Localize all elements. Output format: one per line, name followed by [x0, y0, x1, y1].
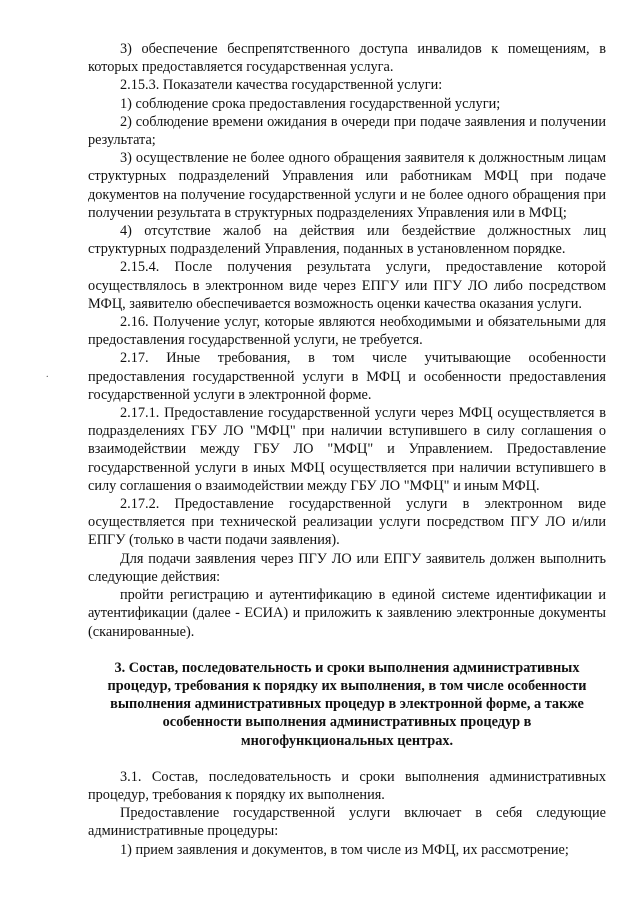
paragraph: 3.1. Состав, последовательность и сроки выполнения административных процедур, требования к порядку их выполнения.: [88, 768, 606, 803]
paragraph: Предоставление государственной услуги включает в себя следующие административные процедуры:: [88, 805, 606, 840]
paragraph: 2.17.2. Предоставление государственной услуги в электронном виде осуществляется при технической реализации услуги посредством ПГУ ЛО и/или ЕПГУ (только в части подачи заявления).: [88, 496, 606, 549]
margin-mark: .: [46, 369, 49, 380]
paragraph: 4) отсутствие жалоб на действия или бездействие должностных лиц структурных подразделений Управления, поданных в установленном порядке.: [88, 223, 606, 258]
paragraph: 2.17. Иные требования, в том числе учитывающие особенности предоставления государственной услуги в МФЦ и особенности предоставления государственной услуги в электронной форме.: [88, 350, 606, 403]
paragraph: 2.16. Получение услуг, которые являются необходимыми и обязательными для предоставления государственной услуги, не требуется.: [88, 314, 606, 349]
paragraph: 1) прием заявления и документов, в том числе из МФЦ, их рассмотрение;: [120, 841, 569, 858]
paragraph: 3) обеспечение беспрепятственного доступа инвалидов к помещениям, в которых предоставляется государственная услуга.: [88, 41, 606, 76]
paragraph: 2.15.3. Показатели качества государственной услуги:: [120, 77, 443, 94]
spacer: [88, 641, 606, 659]
paragraph: 3) осуществление не более одного обращения заявителя к должностным лицам структурных подразделений Управления или работникам МФЦ при подаче документов на получение государственной услуги и не более одного обращения при получении результата в структурных подразделениях Управления или в МФЦ;: [88, 150, 606, 221]
paragraph: 2.17.1. Предоставление государственной услуги через МФЦ осуществляется в подразделениях ГБУ ЛО "МФЦ" при наличии вступившего в силу соглашения о взаимодействии между ГБУ ЛО "МФЦ" и Управлением. Предоставление государственной услуги в иных МФЦ осуществляется при наличии вступившего в силу соглашения о взаимодействии между ГБУ ЛО "МФЦ" и иным МФЦ.: [88, 405, 606, 494]
spacer: [88, 750, 606, 768]
paragraph: 1) соблюдение срока предоставления государственной услуги;: [120, 95, 501, 112]
paragraph: 2) соблюдение времени ожидания в очереди при подаче заявления и получении результата;: [88, 113, 606, 149]
document-body: [88, 40, 606, 859]
section-heading: 3. Состав, последовательность и сроки выполнения административных процедур, требования к порядку их выполнения, в том числе особенности выполнения административных процедур в электронной форме, а также особенности выполнения административных процедур в многофункциональных центрах.: [107, 659, 587, 749]
paragraph: 2.15.4. После получения результата услуги, предоставление которой осуществлялось в электронном виде через ЕПГУ или ПГУ ЛО либо посредством МФЦ, заявителю обеспечивается возможность оценки качества оказания услуги.: [88, 259, 606, 312]
paragraph: Для подачи заявления через ПГУ ЛО или ЕПГУ заявитель должен выполнить следующие действия:: [88, 550, 606, 585]
paragraph: пройти регистрацию и аутентификацию в единой системе идентификации и аутентификации (далее - ЕСИА) и приложить к заявлению электронные документы (сканированные).: [88, 587, 606, 640]
